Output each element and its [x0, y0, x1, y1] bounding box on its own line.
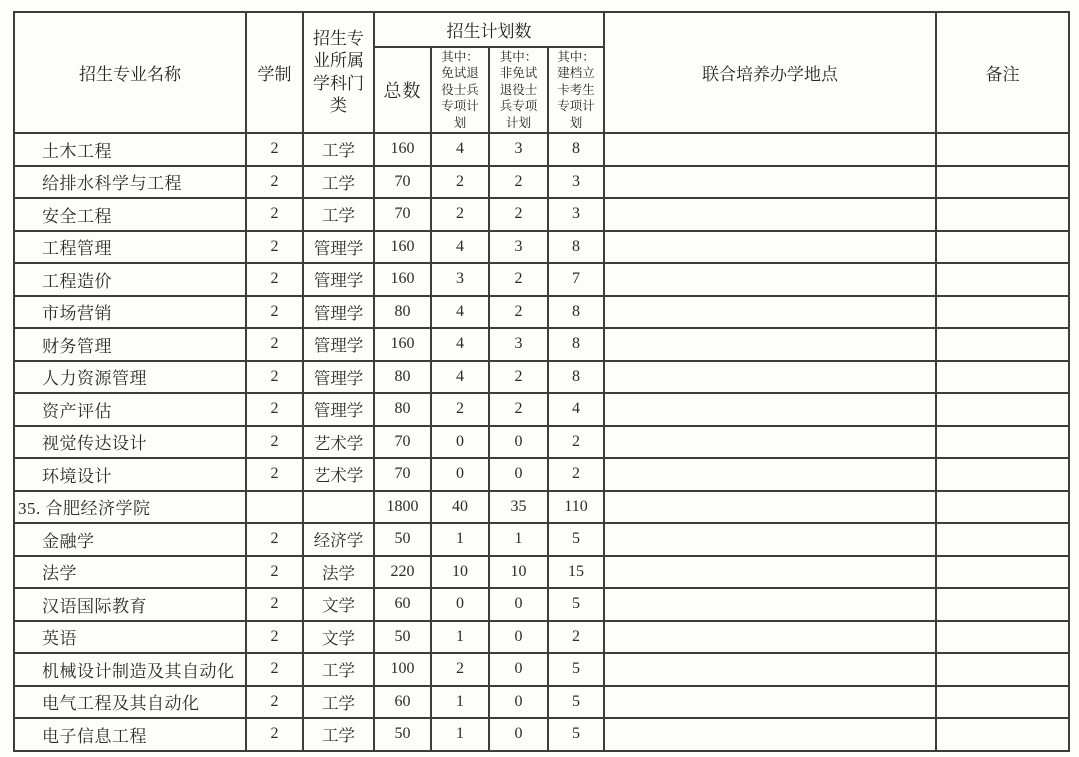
- major-row: [14, 621, 1069, 654]
- total-cell: 160: [374, 231, 431, 264]
- duration-cell: 2: [246, 686, 303, 719]
- col-header-non-exempt-veteran: [489, 47, 548, 133]
- remarks-cell: [936, 393, 1069, 426]
- category-cell: 工学: [303, 686, 374, 719]
- major-row: [14, 328, 1069, 361]
- major-row: [14, 556, 1069, 589]
- joint-location-cell: [604, 653, 936, 686]
- col-header-category: [303, 12, 374, 133]
- col-header-exempt-veteran-label: 其中：免试退役士兵专项计划: [441, 49, 479, 130]
- col-header-total: 总数: [374, 47, 431, 133]
- major-name-cell: 机械设计制造及其自动化: [14, 653, 246, 686]
- major-row: [14, 361, 1069, 394]
- duration-cell: 2: [246, 263, 303, 296]
- duration-cell: 2: [246, 718, 303, 751]
- total-cell: 50: [374, 718, 431, 751]
- remarks-cell: [936, 133, 1069, 166]
- non-exempt-veteran-cell: 0: [489, 426, 548, 459]
- header-row-top: [14, 12, 1069, 47]
- category-cell: 管理学: [303, 263, 374, 296]
- category-cell: 艺术学: [303, 458, 374, 491]
- exempt-veteran-cell: 1: [431, 523, 489, 556]
- registered-poor-cell: 5: [548, 718, 604, 751]
- col-header-joint-location: 联合培养办学地点: [604, 12, 936, 133]
- total-cell: 70: [374, 458, 431, 491]
- remarks-cell: [936, 458, 1069, 491]
- registered-poor-cell: 2: [548, 426, 604, 459]
- remarks-cell: [936, 556, 1069, 589]
- total-cell: 50: [374, 523, 431, 556]
- non-exempt-veteran-cell: 0: [489, 653, 548, 686]
- non-exempt-veteran-cell: 3: [489, 328, 548, 361]
- remarks-cell: [936, 328, 1069, 361]
- exempt-veteran-cell: 4: [431, 133, 489, 166]
- total-cell: 1800: [374, 491, 431, 524]
- col-header-registered-poor-label: 其中：建档立卡考生专项计划: [557, 49, 595, 130]
- duration-cell: [246, 491, 303, 524]
- major-row: [14, 718, 1069, 751]
- duration-cell: 2: [246, 523, 303, 556]
- total-cell: 160: [374, 133, 431, 166]
- exempt-veteran-cell: 0: [431, 426, 489, 459]
- exempt-veteran-cell: 2: [431, 166, 489, 199]
- joint-location-cell: [604, 296, 936, 329]
- non-exempt-veteran-cell: 3: [489, 231, 548, 264]
- joint-location-cell: [604, 718, 936, 751]
- category-cell: 工学: [303, 198, 374, 231]
- exempt-veteran-cell: 4: [431, 328, 489, 361]
- major-name-cell: 电子信息工程: [14, 718, 246, 751]
- registered-poor-cell: 3: [548, 198, 604, 231]
- major-name-cell: 金融学: [14, 523, 246, 556]
- remarks-cell: [936, 231, 1069, 264]
- non-exempt-veteran-cell: 2: [489, 393, 548, 426]
- major-name-cell: 汉语国际教育: [14, 588, 246, 621]
- registered-poor-cell: 5: [548, 686, 604, 719]
- exempt-veteran-cell: 4: [431, 361, 489, 394]
- duration-cell: 2: [246, 328, 303, 361]
- total-cell: 80: [374, 393, 431, 426]
- registered-poor-cell: 2: [548, 621, 604, 654]
- exempt-veteran-cell: 40: [431, 491, 489, 524]
- category-cell: 工学: [303, 653, 374, 686]
- major-row: [14, 296, 1069, 329]
- major-name-cell: 英语: [14, 621, 246, 654]
- category-cell: 工学: [303, 133, 374, 166]
- category-cell: 管理学: [303, 361, 374, 394]
- major-row: [14, 231, 1069, 264]
- non-exempt-veteran-cell: 2: [489, 166, 548, 199]
- major-name-cell: 环境设计: [14, 458, 246, 491]
- registered-poor-cell: 4: [548, 393, 604, 426]
- joint-location-cell: [604, 491, 936, 524]
- total-cell: 160: [374, 263, 431, 296]
- school-row: [14, 491, 1069, 524]
- remarks-cell: [936, 296, 1069, 329]
- col-header-duration: 学制: [246, 12, 303, 133]
- joint-location-cell: [604, 198, 936, 231]
- total-cell: 70: [374, 166, 431, 199]
- total-cell: 80: [374, 296, 431, 329]
- non-exempt-veteran-cell: 0: [489, 718, 548, 751]
- exempt-veteran-cell: 4: [431, 296, 489, 329]
- major-name-cell: 资产评估: [14, 393, 246, 426]
- non-exempt-veteran-cell: 0: [489, 686, 548, 719]
- duration-cell: 2: [246, 166, 303, 199]
- duration-cell: 2: [246, 621, 303, 654]
- exempt-veteran-cell: 1: [431, 686, 489, 719]
- major-name-cell: 法学: [14, 556, 246, 589]
- joint-location-cell: [604, 588, 936, 621]
- major-row: [14, 686, 1069, 719]
- registered-poor-cell: 8: [548, 328, 604, 361]
- col-header-major-name: 招生专业名称: [14, 12, 246, 133]
- exempt-veteran-cell: 0: [431, 588, 489, 621]
- major-name-cell: 电气工程及其自动化: [14, 686, 246, 719]
- exempt-veteran-cell: 0: [431, 458, 489, 491]
- major-row: [14, 426, 1069, 459]
- registered-poor-cell: 7: [548, 263, 604, 296]
- duration-cell: 2: [246, 296, 303, 329]
- duration-cell: 2: [246, 588, 303, 621]
- remarks-cell: [936, 361, 1069, 394]
- registered-poor-cell: 8: [548, 361, 604, 394]
- exempt-veteran-cell: 3: [431, 263, 489, 296]
- exempt-veteran-cell: 10: [431, 556, 489, 589]
- non-exempt-veteran-cell: 10: [489, 556, 548, 589]
- exempt-veteran-cell: 1: [431, 718, 489, 751]
- joint-location-cell: [604, 361, 936, 394]
- category-cell: 法学: [303, 556, 374, 589]
- joint-location-cell: [604, 328, 936, 361]
- total-cell: 50: [374, 621, 431, 654]
- category-cell: 工学: [303, 166, 374, 199]
- exempt-veteran-cell: 4: [431, 231, 489, 264]
- exempt-veteran-cell: 1: [431, 621, 489, 654]
- registered-poor-cell: 8: [548, 231, 604, 264]
- enrollment-plan-table: [13, 11, 1070, 752]
- category-cell: 文学: [303, 588, 374, 621]
- non-exempt-veteran-cell: 2: [489, 198, 548, 231]
- remarks-cell: [936, 263, 1069, 296]
- duration-cell: 2: [246, 198, 303, 231]
- total-cell: 60: [374, 686, 431, 719]
- category-cell: 管理学: [303, 231, 374, 264]
- major-name-cell: 市场营销: [14, 296, 246, 329]
- duration-cell: 2: [246, 458, 303, 491]
- category-cell: 管理学: [303, 296, 374, 329]
- category-cell: 艺术学: [303, 426, 374, 459]
- major-name-cell: 工程管理: [14, 231, 246, 264]
- non-exempt-veteran-cell: 1: [489, 523, 548, 556]
- major-row: [14, 393, 1069, 426]
- registered-poor-cell: 5: [548, 588, 604, 621]
- remarks-cell: [936, 621, 1069, 654]
- col-header-plan-group: 招生计划数: [374, 12, 604, 47]
- joint-location-cell: [604, 263, 936, 296]
- joint-location-cell: [604, 133, 936, 166]
- major-row: [14, 458, 1069, 491]
- remarks-cell: [936, 588, 1069, 621]
- col-header-exempt-veteran: [431, 47, 489, 133]
- joint-location-cell: [604, 556, 936, 589]
- total-cell: 70: [374, 426, 431, 459]
- major-name-cell: 安全工程: [14, 198, 246, 231]
- non-exempt-veteran-cell: 2: [489, 296, 548, 329]
- category-cell: 工学: [303, 718, 374, 751]
- remarks-cell: [936, 523, 1069, 556]
- total-cell: 70: [374, 198, 431, 231]
- exempt-veteran-cell: 2: [431, 393, 489, 426]
- non-exempt-veteran-cell: 0: [489, 458, 548, 491]
- major-row: [14, 588, 1069, 621]
- duration-cell: 2: [246, 393, 303, 426]
- joint-location-cell: [604, 166, 936, 199]
- major-name-cell: 视觉传达设计: [14, 426, 246, 459]
- exempt-veteran-cell: 2: [431, 653, 489, 686]
- category-cell: 经济学: [303, 523, 374, 556]
- major-name-cell: 35. 合肥经济学院: [14, 491, 246, 524]
- registered-poor-cell: 8: [548, 296, 604, 329]
- table-header: [14, 12, 1069, 133]
- category-cell: 文学: [303, 621, 374, 654]
- joint-location-cell: [604, 523, 936, 556]
- non-exempt-veteran-cell: 0: [489, 588, 548, 621]
- non-exempt-veteran-cell: 2: [489, 361, 548, 394]
- total-cell: 220: [374, 556, 431, 589]
- duration-cell: 2: [246, 653, 303, 686]
- category-cell: [303, 491, 374, 524]
- major-name-cell: 财务管理: [14, 328, 246, 361]
- col-header-remarks: 备注: [936, 12, 1069, 133]
- remarks-cell: [936, 653, 1069, 686]
- total-cell: 160: [374, 328, 431, 361]
- total-cell: 100: [374, 653, 431, 686]
- remarks-cell: [936, 491, 1069, 524]
- non-exempt-veteran-cell: 0: [489, 621, 548, 654]
- duration-cell: 2: [246, 361, 303, 394]
- registered-poor-cell: 2: [548, 458, 604, 491]
- major-row: [14, 133, 1069, 166]
- major-row: [14, 523, 1069, 556]
- exempt-veteran-cell: 2: [431, 198, 489, 231]
- major-name-cell: 工程造价: [14, 263, 246, 296]
- non-exempt-veteran-cell: 35: [489, 491, 548, 524]
- remarks-cell: [936, 686, 1069, 719]
- non-exempt-veteran-cell: 2: [489, 263, 548, 296]
- category-cell: 管理学: [303, 393, 374, 426]
- total-cell: 60: [374, 588, 431, 621]
- registered-poor-cell: 110: [548, 491, 604, 524]
- registered-poor-cell: 3: [548, 166, 604, 199]
- duration-cell: 2: [246, 231, 303, 264]
- table-body: [14, 133, 1069, 751]
- remarks-cell: [936, 198, 1069, 231]
- joint-location-cell: [604, 458, 936, 491]
- col-header-category-label: 招生专业所属学科门类: [313, 29, 364, 115]
- major-row: [14, 653, 1069, 686]
- major-name-cell: 给排水科学与工程: [14, 166, 246, 199]
- major-row: [14, 198, 1069, 231]
- duration-cell: 2: [246, 556, 303, 589]
- joint-location-cell: [604, 426, 936, 459]
- registered-poor-cell: 5: [548, 523, 604, 556]
- joint-location-cell: [604, 621, 936, 654]
- registered-poor-cell: 5: [548, 653, 604, 686]
- major-row: [14, 166, 1069, 199]
- registered-poor-cell: 8: [548, 133, 604, 166]
- joint-location-cell: [604, 393, 936, 426]
- major-name-cell: 土木工程: [14, 133, 246, 166]
- major-row: [14, 263, 1069, 296]
- total-cell: 80: [374, 361, 431, 394]
- duration-cell: 2: [246, 133, 303, 166]
- col-header-registered-poor: [548, 47, 604, 133]
- joint-location-cell: [604, 231, 936, 264]
- remarks-cell: [936, 426, 1069, 459]
- remarks-cell: [936, 718, 1069, 751]
- remarks-cell: [936, 166, 1069, 199]
- duration-cell: 2: [246, 426, 303, 459]
- registered-poor-cell: 15: [548, 556, 604, 589]
- non-exempt-veteran-cell: 3: [489, 133, 548, 166]
- category-cell: 管理学: [303, 328, 374, 361]
- major-name-cell: 人力资源管理: [14, 361, 246, 394]
- joint-location-cell: [604, 686, 936, 719]
- col-header-non-exempt-veteran-label: 其中：非免试退役士兵专项计划: [499, 49, 538, 130]
